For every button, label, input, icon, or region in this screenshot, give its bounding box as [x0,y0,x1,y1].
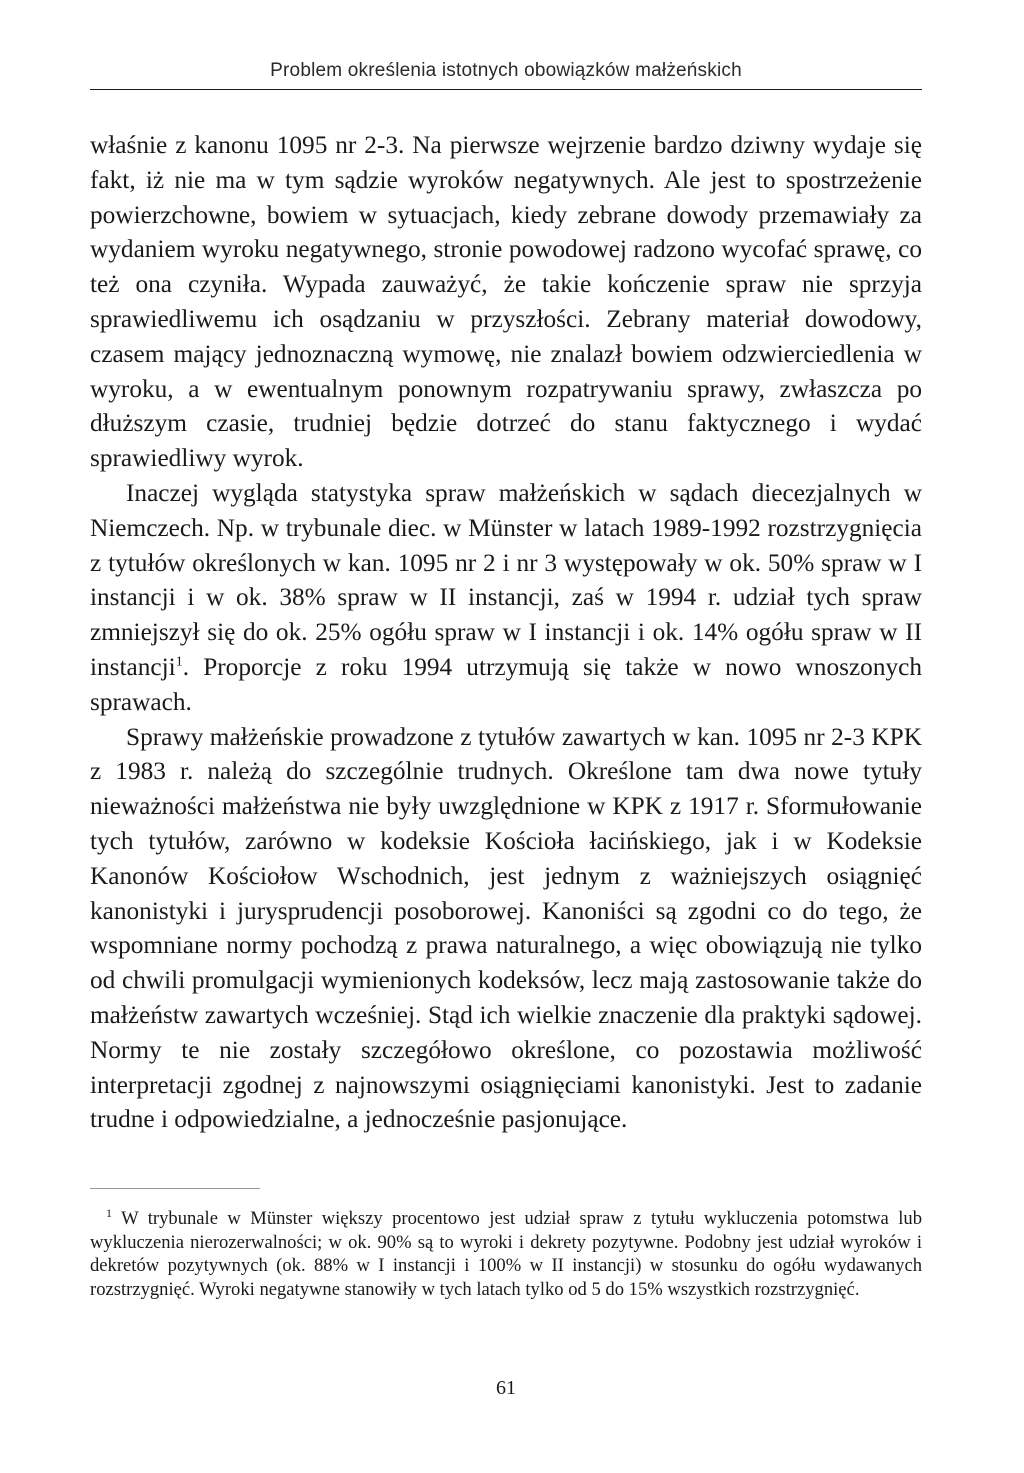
header-rule [90,89,922,90]
footnote-text: W trybunale w Münster większy procentowo jest udział spraw z tytułu wykluczenia potomstwa lub wykluczenia nierozerwalności; w ok. 90% są to wyroki i dekrety pozytywne. Podobny jest udział wyroków i dekretów pozytywnych (ok. 88% w I instancji i 100% w II instancji) w stosunku do ogółu wydawanych rozstrzygnięć. Wyroki negatywne stanowiły w tych latach tylko od 5 do 15% wszystkich rozstrzygnięć. [90,1208,922,1300]
footnote-marker: 1 [106,1205,112,1220]
page-number: 61 [496,1377,516,1399]
paragraph-continuation: właśnie z kanonu 1095 nr 2-3. Na pierwsze wejrzenie bardzo dziwny wydaje się fakt, iż nie ma w tym sądzie wyroków negatywnych. Ale jest to spostrzeżenie powierzchowne, bowiem w sytuacjach, kiedy zebrane dowody przemawiały za wydaniem wyroku negatywnego, stronie powodowej radzono wycofać sprawę, co też ona czyniła. Wypada zauważyć, że takie kończenie spraw nie sprzyja sprawiedliwemu ich osądzaniu w przyszłości. Zebrany materiał dowodowy, czasem mający jednoznaczną wymowę, nie znalazł bowiem odzwierciedlenia w wyroku, a w ewentualnym ponownym rozpatrywaniu sprawy, zwłaszcza po dłuższym czasie, trudniej będzie dotrzeć do stanu faktycznego i wydać sprawiedliwy wyrok. [90,131,922,473]
footnote-reference[interactable]: 1 [175,654,183,670]
footnote-separator [90,1188,260,1189]
paragraph-statistics [90,476,922,720]
body-text [90,128,922,1137]
paragraph-interpretation: Sprawy małżeńskie prowadzone z tytułów zawartych w kan. 1095 nr 2-3 KPK z 1983 r. należą do szczególnie trudnych. Określone tam dwa nowe tytuły nieważności małżeństwa nie były uwzględnione w KPK z 1917 r. Sformułowanie tych tytułów, zarówno w kodeksie Kościoła łacińskiego, jak i w Kodeksie Kanonów Kościołow Wschodnich, jest jednym z ważniejszych osiągnięć kanonistyki i jurysprudencji posoborowej. Kanoniści są zgodni co do tego, że wspomniane normy pochodzą z prawa naturalnego, a więc obowiązują nie tylko od chwili promulgacji wymienionych kodeksów, lecz mają zastosowanie także do małżeństw zawartych wcześniej. Stąd ich wielkie znaczenie dla praktyki sądowej. Normy te nie zostały szczegółowo określone, co pozostawia możliwość interpretacji zgodnej z najnowszymi osiągnięciami kanonistyki. Jest to zadanie trudne i odpowiedzialne, a jednocześnie pasjonujące. [90,722,922,1134]
paragraph-statistics-text: Inaczej wygląda statystyka spraw małżeńskich w sądach diecezjalnych w Niemczech. Np. w trybunale diec. w Münster w latach 1989-1992 rozstrzygnięcia z tytułów określonych w kan. 1095 nr 2 i nr 3 występowały w ok. 50% spraw w I instancji i w ok. 38% spraw w II instancji, zaś w 1994 r. udział tych spraw zmniejszył się do ok. 25% ogółu spraw w I instancji i ok. 14% ogółu spraw w II instancji [90,478,922,681]
running-header: Problem określenia istotnych obowiązków małżeńskich [270,60,742,81]
paragraph-statistics-text-end: . Proporcje z roku 1994 utrzymują się także w nowo wnoszonych sprawach. [90,652,922,716]
footnote [90,1207,922,1301]
